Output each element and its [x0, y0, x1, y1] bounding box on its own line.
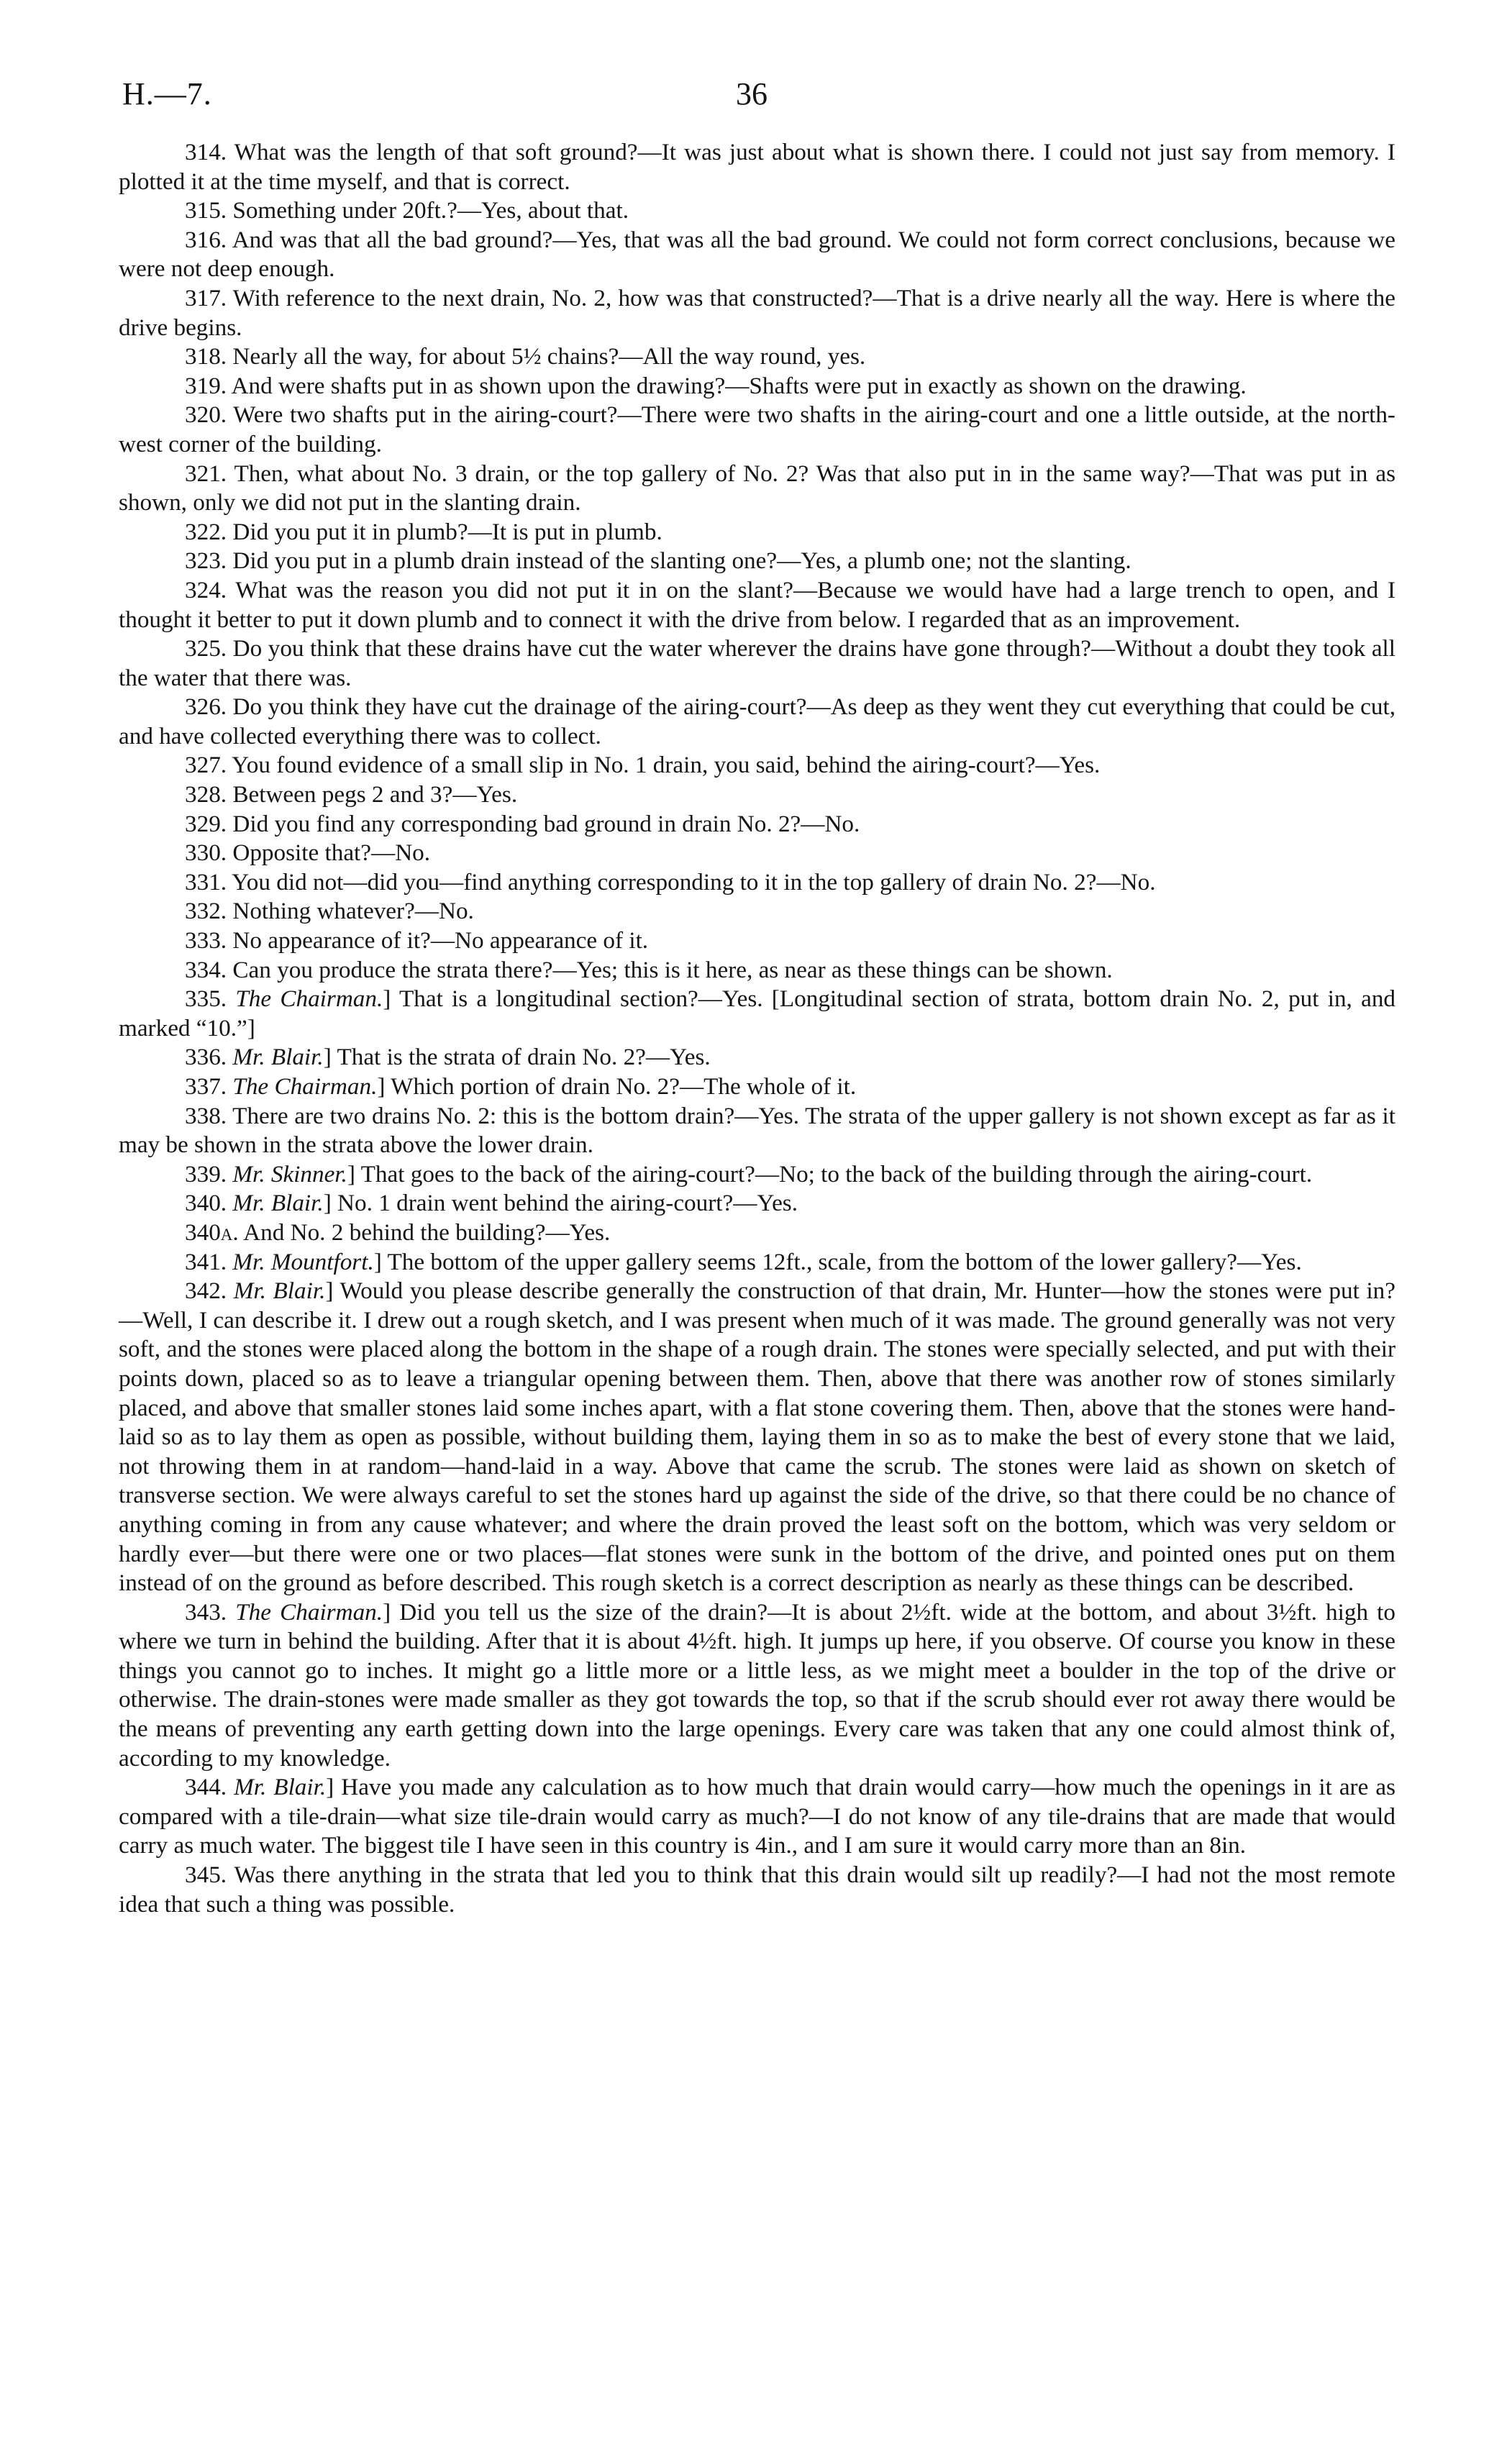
paragraph-319: 319. And were shafts put in as shown upon the drawing?—Shafts were put in exactly as shown on the drawing. — [185, 372, 1247, 399]
paragraph-343 — [119, 1598, 1395, 1774]
paragraph-341 — [119, 1248, 1395, 1277]
speaker: Mr. Blair. — [232, 1190, 324, 1217]
paragraph-text: ] That goes to the back of the airing-court?—No; to the back of the building through the airing-court. — [347, 1160, 1313, 1188]
paragraph-text: ] That is a longitudinal section?—Yes. [Longitudinal section of strata, bottom drain No. 2, put in, and marked “10.”] — [119, 985, 1396, 1042]
question-number: 337. — [185, 1073, 227, 1100]
speaker: Mr. Mountfort. — [232, 1248, 374, 1275]
paragraph-315: 315. Something under 20ft.?—Yes, about that. — [185, 197, 629, 224]
paragraph-329: 329. Did you find any corresponding bad ground in drain No. 2?—No. — [185, 810, 860, 837]
speaker: The Chairman. — [235, 985, 383, 1013]
question-number: 339. — [185, 1160, 227, 1188]
question-number: 343. — [185, 1598, 227, 1626]
question-letter: a — [220, 1218, 233, 1246]
paragraph-322: 322. Did you put it in plumb?—It is put in plumb. — [185, 518, 662, 545]
speaker: The Chairman. — [232, 1073, 378, 1100]
paragraph-text: ] Would you please describe generally the construction of that drain, Mr. Hunter—how the stones were put in?—Well, I can describe it. I drew out a rough sketch, and I was present when much of it was made. The ground generally was not very soft, and the stones were placed along the bottom in the shape of a rough drain. The stones were specially selected, and put with their points down, placed so as to leave a triangular opening between them. Then, above that there was another row of stones similarly placed, and above that smaller stones laid some inches apart, with a flat stone covering them. Then, above that the stones were hand-laid so as to lay them as open as possible, without building them, laying them in so as to make the best of every stone that we laid, not throwing them in at random—hand-laid in a way. Above that came the scrub. The stones were laid as shown on sketch of transverse section. We were always careful to set the stones hard up against the side of the drive, so that there could be no chance of anything coming in from any cause whatever; and where the drain proved the least soft on the bottom, which was very seldom or hardly ever—but there were one or two places—flat stones were sunk in the bottom of the drive, and pointed ones put on them instead of on the ground as before described. This rough sketch is a correct description as nearly as these things can be described. — [119, 1277, 1395, 1597]
page-number: 36 — [736, 76, 768, 111]
paragraph-340 — [119, 1189, 1395, 1218]
speaker: Mr. Blair. — [233, 1277, 326, 1305]
question-number: 336. — [185, 1044, 227, 1071]
paragraph-324: 324. What was the reason you did not put it in on the slant?—Because we would have had a large trench to open, and I thought it better to put it down plumb and to connect it with the drive from below. I regarded that as an improvement. — [119, 576, 1395, 633]
paragraph-331: 331. You did not—did you—find anything corresponding to it in the top gallery of drain No. 2?—No. — [185, 868, 1156, 896]
paragraph-339 — [119, 1160, 1395, 1190]
question-number: 340 — [185, 1218, 221, 1246]
speaker: Mr. Blair. — [232, 1044, 324, 1071]
paragraph-328: 328. Between pegs 2 and 3?—Yes. — [185, 781, 518, 808]
paragraph-330: 330. Opposite that?—No. — [185, 839, 431, 867]
paragraph-332: 332. Nothing whatever?—No. — [185, 898, 474, 925]
paragraph-320: 320. Were two shafts put in the airing-court?—There were two shafts in the airing-court and one a little outside, at the north-west corner of the building. — [119, 401, 1395, 457]
paragraph-334: 334. Can you produce the strata there?—Yes; this is it here, as near as these things can be shown. — [185, 956, 1113, 983]
paragraph-337 — [119, 1072, 1395, 1102]
paragraph-316: 316. And was that all the bad ground?—Yes, that was all the bad ground. We could not form correct conclusions, because we were not deep enough. — [119, 226, 1395, 283]
speaker: Mr. Blair. — [234, 1774, 327, 1801]
paragraph-338: 338. There are two drains No. 2: this is the bottom drain?—Yes. The strata of the upper gallery is not shown except as far as it may be shown in the strata above the lower drain. — [119, 1102, 1395, 1159]
paragraph-314: 314. What was the length of that soft ground?—It was just about what is shown there. I could not just say from memory. I plotted it at the time myself, and that is correct. — [119, 139, 1395, 195]
paragraph-344 — [119, 1773, 1395, 1861]
question-number: 342. — [185, 1277, 227, 1305]
paragraph-323: 323. Did you put in a plumb drain instead of the slanting one?—Yes, a plumb one; not the slanting. — [185, 547, 1131, 575]
speaker: Mr. Skinner. — [232, 1160, 347, 1188]
paragraph-342 — [119, 1277, 1395, 1598]
paragraph-text: ] No. 1 drain went behind the airing-court?—Yes. — [323, 1190, 798, 1217]
paragraph-345: 345. Was there anything in the strata that led you to think that this drain would silt up readily?—I had not the most remote idea that such a thing was possible. — [119, 1862, 1395, 1918]
paragraph-text: ] Which portion of drain No. 2?—The whole of it. — [377, 1073, 857, 1100]
paragraph-text: . And No. 2 behind the building?—Yes. — [232, 1218, 611, 1246]
paragraph-text: ] The bottom of the upper gallery seems 12ft., scale, from the bottom of the lower gallery?—Yes. — [373, 1248, 1302, 1275]
paragraph-text: ] That is the strata of drain No. 2?—Yes. — [323, 1044, 711, 1071]
question-number: 344. — [185, 1774, 227, 1801]
paragraph-321: 321. Then, what about No. 3 drain, or the top gallery of No. 2? Was that also put in in the same way?—That was put in as shown, only we did not put in the slanting drain. — [119, 460, 1395, 516]
document-reference: H.—7. — [122, 76, 212, 111]
testimony-body — [119, 138, 1395, 1919]
paragraph-325: 325. Do you think that these drains have cut the water wherever the drains have gone through?—Without a doubt they took all the water that there was. — [119, 635, 1395, 691]
paragraph-text: ] Did you tell us the size of the drain?—It is about 2½ft. wide at the bottom, and about 3½ft. high to where we turn in behind the building. After that it is about 4½ft. high. It jumps up here, if you observe. Of course you know in these things you cannot go to inches. It might go a little more or a little less, as we might meet a boulder in the top of the drive or otherwise. The drain-stones were made smaller as they got towards the top, so that if the scrub should ever rot away there would be the means of preventing any earth getting down into the large openings. Every care was taken that any one could almost think of, according to my knowledge. — [119, 1598, 1395, 1772]
paragraph-335 — [119, 985, 1395, 1043]
paragraph-326: 326. Do you think they have cut the drainage of the airing-court?—As deep as they went they cut everything that could be cut, and have collected everything there was to collect. — [119, 693, 1395, 749]
question-number: 335. — [185, 985, 227, 1013]
paragraph-318: 318. Nearly all the way, for about 5½ chains?—All the way round, yes. — [185, 343, 866, 370]
page-header — [108, 76, 1395, 119]
paragraph-333: 333. No appearance of it?—No appearance of it. — [185, 927, 649, 954]
paragraph-317: 317. With reference to the next drain, No. 2, how was that constructed?—That is a drive nearly all the way. Here is where the drive begins. — [119, 284, 1395, 341]
paragraph-340a — [119, 1218, 1395, 1248]
paragraph-336 — [119, 1043, 1395, 1072]
question-number: 340. — [185, 1190, 227, 1217]
paragraph-text: ] Have you made any calculation as to how much that drain would carry—how much the openings in it are as compared with a tile-drain—what size tile-drain would carry as much?—I do not know of any tile-drains that are made that would carry as much water. The biggest tile I have seen in this country is 4in., and I am sure it would carry more than an 8in. — [119, 1774, 1396, 1859]
question-number: 341. — [185, 1248, 227, 1275]
speaker: The Chairman. — [235, 1598, 383, 1626]
paragraph-327: 327. You found evidence of a small slip in No. 1 drain, you said, behind the airing-court?—Yes. — [185, 752, 1101, 779]
